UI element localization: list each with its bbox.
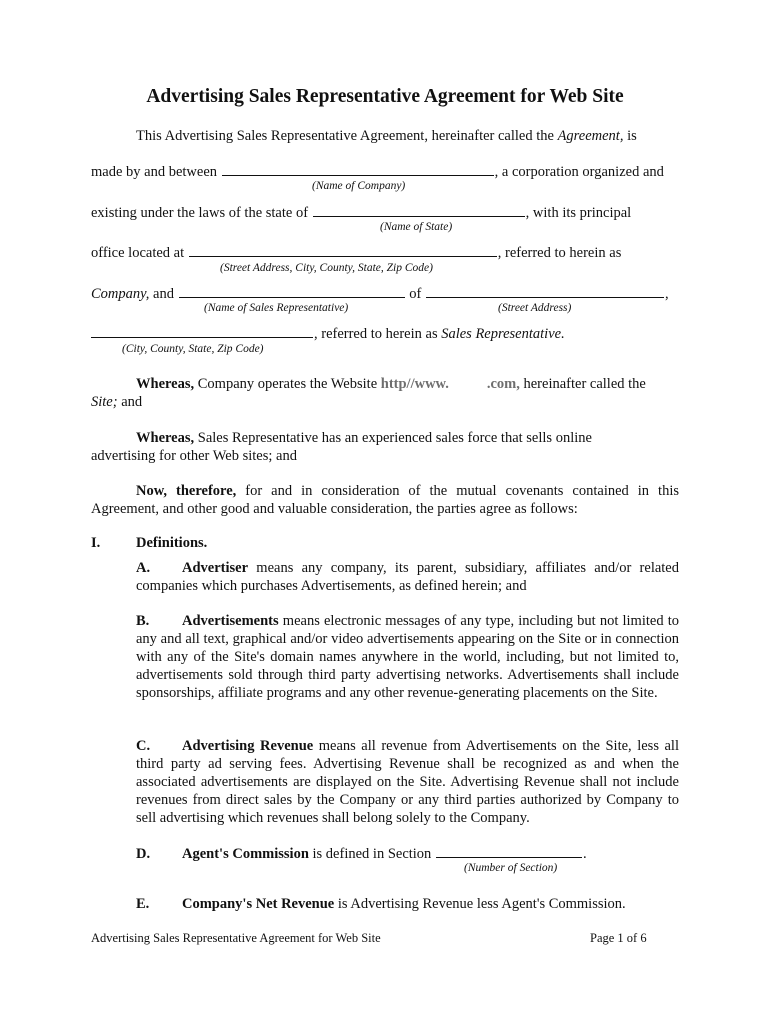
sales-rep-name-blank[interactable]	[179, 285, 405, 298]
website-url-prefix: http//www.	[380, 376, 449, 392]
footer-title: Advertising Sales Representative Agreement for Web Site	[91, 931, 381, 945]
company-name-blank[interactable]	[222, 163, 494, 176]
intro-line-6: , referred to herein as Sales Representative.	[91, 325, 565, 343]
whereas-1-line-1: Whereas, Company operates the Website http//www. .com, hereinafter called the	[136, 376, 646, 392]
now-therefore-paragraph: Now, therefore, for and in consideration of the mutual covenants contained in this Agreement, and other good and valuable consideration, the parties agree as follows:	[91, 483, 679, 517]
website-url-suffix: .com,	[486, 376, 520, 392]
section-number-blank[interactable]	[436, 845, 582, 858]
caption-section-number: (Number of Section)	[464, 862, 558, 874]
section-number: I.	[91, 535, 101, 551]
definition-e: E. Company's Net Revenue is Advertising Revenue less Agent's Commission.	[136, 896, 626, 912]
caption-city: (City, County, State, Zip Code)	[122, 343, 264, 355]
page-number: Page 1 of 6	[590, 931, 647, 945]
definition-c: C. Advertising Revenue means all revenue from Advertisements on the Site, less all third party ad serving fees. Advertising Revenue shall be recognized as and when the associated advertisements are displayed on the Site. Advertising Revenue shall not include revenues from direct sales by the Company or any third parties authorized by Company to sell advertising which revenues shall belong solely to the Company.	[136, 738, 679, 826]
definition-d: D. Agent's Commission is defined in Section .	[136, 846, 587, 862]
document-title: Advertising Sales Representative Agreement for Web Site	[146, 86, 624, 107]
caption-address: (Street Address, City, County, State, Zip Code)	[220, 262, 433, 274]
definition-b: B. Advertisements means electronic messages of any type, including but not limited to any and all text, graphical and/or video advertisements appearing on the Site or in connection with any of the Site's domain names anywhere in the world, including, but not limited to, advertisements sold through third party advertising networks. Advertisements shall include sponsorships, affiliate programs and any other revenue-generating placements on the Site.	[136, 613, 679, 701]
definition-a: A. Advertiser means any company, its parent, subsidiary, affiliates and/or related companies which purchases Advertisements, as defined herein; and	[136, 560, 679, 594]
intro-line-5: Company, and of ,	[91, 286, 669, 302]
office-address-blank[interactable]	[189, 244, 497, 257]
intro-line-2: made by and between , a corporation organized and	[91, 164, 664, 180]
rep-street-blank[interactable]	[426, 285, 664, 298]
whereas-1-line-2: Site; and	[91, 394, 143, 410]
intro-line-4: office located at , referred to herein as	[91, 245, 622, 261]
caption-rep-name: (Name of Sales Representative)	[204, 302, 349, 314]
caption-street: (Street Address)	[498, 302, 572, 314]
caption-state: (Name of State)	[380, 221, 453, 233]
whereas-2-line-2: advertising for other Web sites; and	[91, 448, 297, 464]
section-heading: Definitions.	[136, 535, 208, 551]
caption-company: (Name of Company)	[312, 180, 406, 192]
whereas-2-line-1: Whereas, Sales Representative has an experienced sales force that sells online	[136, 430, 592, 446]
rep-city-blank[interactable]	[91, 325, 313, 338]
intro-line-3: existing under the laws of the state of , with its principal	[91, 205, 632, 221]
state-blank[interactable]	[313, 204, 525, 217]
intro-line-1: This Advertising Sales Representative Agreement, hereinafter called the Agreement, is	[136, 128, 637, 144]
